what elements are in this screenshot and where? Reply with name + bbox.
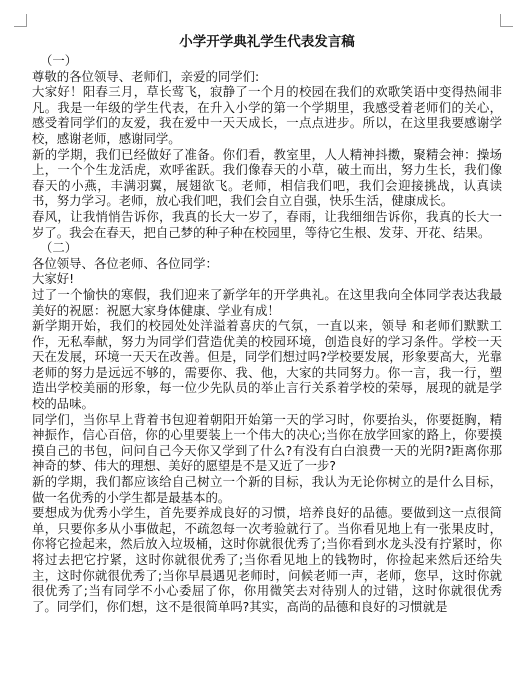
paragraph: 要想成为优秀小学生，首先要养成良好的习惯，培养良好的品德。要做到这一点很简单，只要你多从小事做起，不疏忽每一次考验就行了。当你看见地上有一张果皮时，你将它捡起来，然后放入垃圾桶，这时你就很优秀了;当你看到水龙头没有拧紧时，你将过去把它拧紧，这时你就很优秀了;当你看见地上的钱物时，你捡起来然后还给失主，这时你就很优秀了;当你早晨遇见老师时，问候老师一声，老师，您早，这时你就很优秀了;当有同学不小心委屈了你，你用微笑去对待别人的过错，这时你就很优秀了。同学们，你们想，这不是很简单吗?其实，高尚的品德和良好的习惯就是 xyxy=(32,505,502,614)
document-body xyxy=(32,33,502,614)
paragraph: 春风，让我悄悄告诉你，我真的长大一岁了，春雨，让我细细告诉你，我真的长大一岁了。我会在春天，把自己梦的种子种在校园里，等待它生根、发芽、开花、结果。 xyxy=(32,208,502,240)
paragraph: 新学期开始，我们的校园处处洋溢着喜庆的气氛，一直以来，领导 和老师们默默工作，无私奉献，努力为同学们营造优美的校园环境，创造良好的学习条件。学校一天天在发展，环境一天天在改善。但是，同学们想过吗?学校要发展，形象要高大，光靠老师的努力是远远不够的，需要你、我、他，大家的共同努力。你一言，我一行，塑造出学校美丽的形象，每一位少先队员的举止言行关系着学校的荣辱，展现的就是学校的品味。 xyxy=(32,318,502,412)
paragraph: 新的学期，我们已经做好了准备。你们看，教室里，人人精神抖擞，聚精会神：操场上，一个个生龙活虎，欢呼雀跃。我们像春天的小草，破土而出，努力生长，我们像春天的小燕，丰满羽翼，展翅欲飞。老师，相信我们吧，我们会迎接挑战，认真读书，努力学习。老师，放心我们吧，我们会自立自强，快乐生活，健康成长。 xyxy=(32,146,502,209)
crop-mark-top-right xyxy=(500,14,513,27)
greeting: 大家好! xyxy=(32,271,75,287)
paragraph: 同学们，当你早上背着书包迎着朝阳开始第一天的学习时，你要抬头，你要挺胸，精神振作，信心百倍，你的心里要装上一个伟大的决心;当你在放学回家的路上，你要摸摸自己的书包，问问自己今天你又学到了什么?有没有白白浪费一天的光阴?距离你那神奇的梦、伟大的理想、美好的愿望是不是又近了一步? xyxy=(32,411,502,474)
crop-mark-top-left xyxy=(14,14,27,27)
paragraph: 过了一个愉快的寒假，我们迎来了新学年的开学典礼。在这里我向全体同学表达我最美好的祝愿：祝愿大家身体健康、学业有成！ xyxy=(32,286,502,318)
section-heading-2: （二） xyxy=(40,240,78,256)
salutation-2: 各位领导、各位老师、各位同学： xyxy=(32,255,218,271)
section-heading-1: （一） xyxy=(40,53,78,68)
paragraph: 大家好！阳春三月，草长莺飞，寂静了一个月的校园在我们的欢歌笑语中变得热闹非凡。我是一年级的学生代表，在升入小学的第一个学期里，我感受着老师们的关心，感受着同学们的友爱，我在爱中一天天成长，一点点进步。所以，在这里我要感谢学校，感谢老师，感谢同学。 xyxy=(32,84,502,146)
salutation-1: 尊敬的各位领导、老师们，亲爱的同学们: xyxy=(32,68,260,84)
paragraph: 新的学期，我们都应该给自己树立一个新的目标，我认为无论你树立的是什么目标，做一名优秀的小学生都是最基本的。 xyxy=(32,474,502,505)
document-title: 小学开学典礼学生代表发言稿 xyxy=(179,34,355,50)
